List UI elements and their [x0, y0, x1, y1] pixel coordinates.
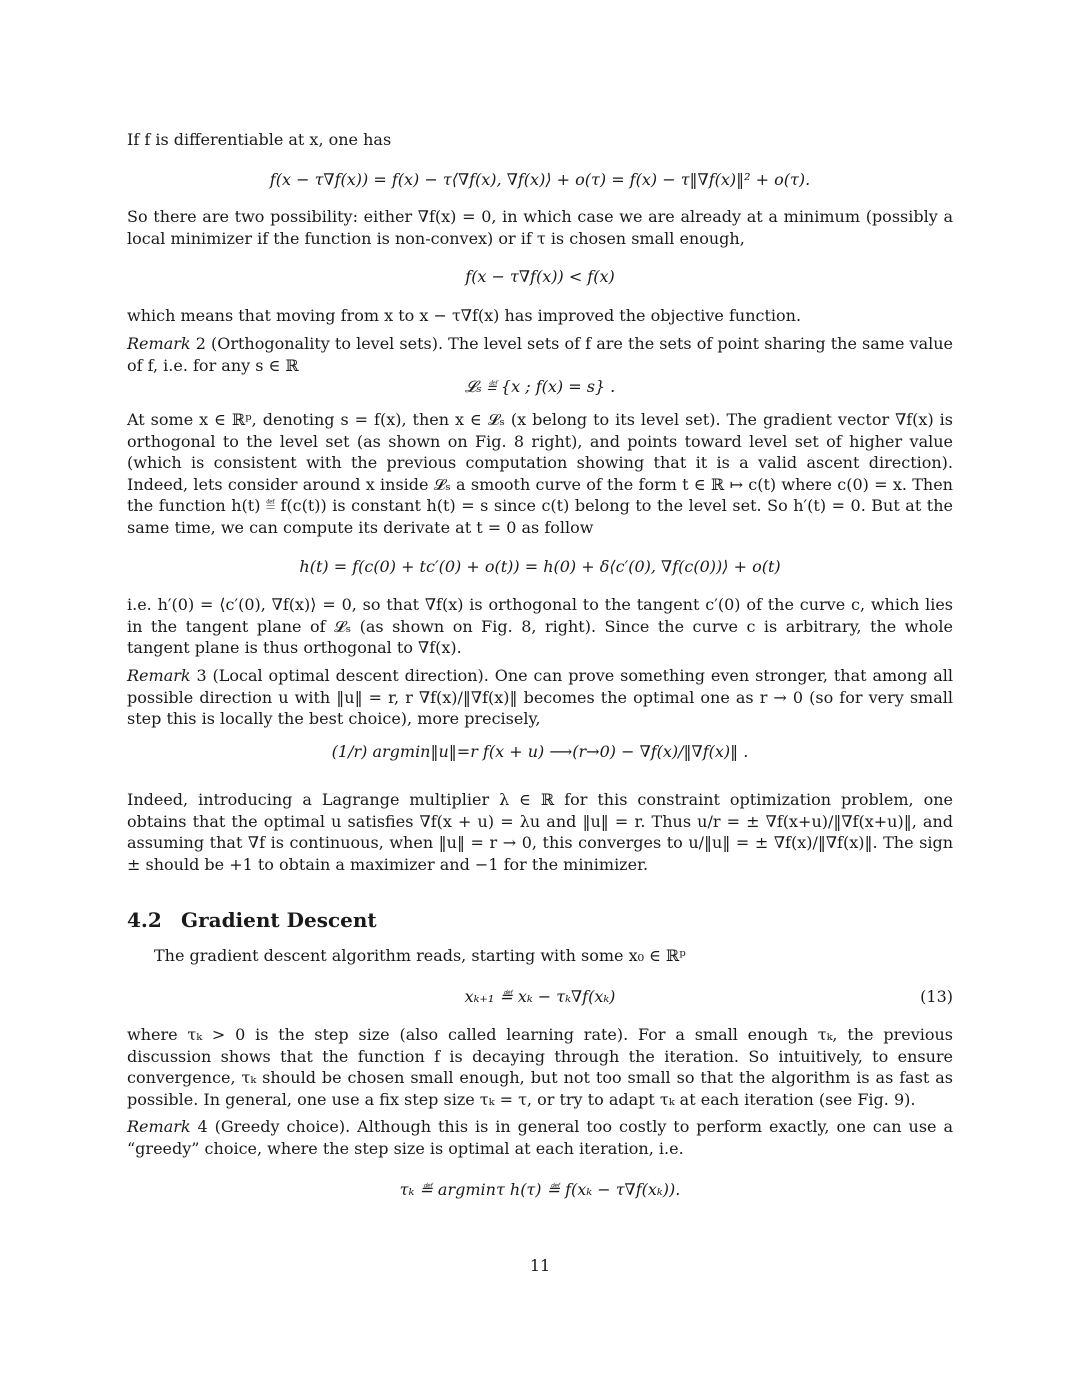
paragraph-possibility [127, 206, 953, 249]
text-line: which means that moving from x to x − τ∇f(x) has improved the objective function. [127, 306, 802, 325]
section-title: Gradient Descent [181, 908, 377, 932]
paragraph-gd-intro [127, 945, 953, 967]
remark-body: 4 (Greedy choice). Although this is in general too costly to perform exactly, one can use a “greedy” choice, where the step size is optimal at each iteration, i.e. [127, 1117, 953, 1158]
equation-text: (1/r) argmin‖u‖=r f(x + u) ⟶(r→0) − ∇f(x)/‖∇f(x)‖ . [331, 742, 749, 761]
paragraph-step-size [127, 1024, 953, 1110]
equation-13 [127, 986, 953, 1008]
equation-number: (13) [920, 987, 953, 1006]
equation-h-expansion [127, 556, 953, 578]
remark-label: Remark [127, 334, 191, 353]
equation-level-set [127, 376, 953, 398]
equation-text: f(x − τ∇f(x)) = f(x) − τ⟨∇f(x), ∇f(x)⟩ + o(τ) = f(x) − τ‖∇f(x)‖² + o(τ). [269, 170, 811, 189]
text-line: i.e. h′(0) = ⟨c′(0), ∇f(x)⟩ = 0, so that ∇f(x) is orthogonal to the tangent c′(0) of the curve c, which lies in the tangent plane of 𝓛ₛ (as shown on Fig. 8, right). Since the curve c is arbitrary, the whole tangent plane is thus orthogonal to ∇f(x). [127, 595, 953, 657]
remark-2-text [127, 333, 953, 376]
text-line: where τₖ > 0 is the step size (also called learning rate). For a small enough τₖ, the previous discussion shows that the function f is decaying through the iteration. So intuitively, to ensure convergence, τₖ should be chosen small enough, but not too small so that the algorithm is as fast as possible. In general, one use a fix step size τₖ = τ, or try to adapt τₖ at each iteration (see Fig. 9). [127, 1025, 953, 1109]
equation-taylor [127, 169, 953, 191]
text-line: Indeed, introducing a Lagrange multiplier λ ∈ ℝ for this constraint optimization problem, one obtains that the optimal u satisfies ∇f(x + u) = λu and ‖u‖ = r. Thus u/r = ± ∇f(x+u)/‖∇f(x+u)‖, and assuming that ∇f is continuous, when ‖u‖ = r → 0, this converges to u/‖u‖ = ± ∇f(x)/‖∇f(x)‖. The sign ± should be +1 to obtain a maximizer and −1 for the minimizer. [127, 790, 953, 874]
paragraph-orthogonal [127, 409, 953, 538]
text-line: The gradient descent algorithm reads, starting with some x₀ ∈ ℝᵖ [154, 946, 686, 965]
remark-2 [127, 333, 953, 376]
remark-3 [127, 665, 953, 730]
paragraph-intro [127, 129, 953, 151]
equation-greedy [127, 1179, 953, 1201]
section-number: 4.2 [127, 908, 162, 932]
paragraph-tangent [127, 594, 953, 659]
remark-label: Remark [127, 666, 191, 685]
paragraph-improved [127, 305, 953, 327]
text-line: At some x ∈ ℝᵖ, denoting s = f(x), then x ∈ 𝓛ₛ (x belong to its level set). The gradient vector ∇f(x) is orthogonal to the level set (as shown on Fig. 8 right), and points toward level set of higher value (which is consistent with the previous computation showing that it is a valid ascent direction). Indeed, lets consider around x inside 𝓛ₛ a smooth curve of the form t ∈ ℝ ↦ c(t) where c(0) = x. Then the function h(t) ≝ f(c(t)) is constant h(t) = s since c(t) belong to the level set. So h′(t) = 0. But at the same time, we can compute its derivate at t = 0 as follow [127, 410, 953, 537]
paragraph-lagrange [127, 789, 953, 875]
remark-body: 2 (Orthogonality to level sets). The level sets of f are the sets of point sharing the same value of f, i.e. for any s ∈ ℝ [127, 334, 953, 375]
equation-text: 𝓛ₛ ≝ {x ; f(x) = s} . [464, 377, 616, 396]
equation-text: f(x − τ∇f(x)) < f(x) [465, 267, 615, 286]
remark-4 [127, 1116, 953, 1159]
equation-argmin-limit [127, 741, 953, 763]
section-heading [127, 910, 953, 932]
equation-text: xₖ₊₁ ≝ xₖ − τₖ∇f(xₖ) [464, 987, 616, 1006]
text-line: If f is differentiable at x, one has [127, 130, 392, 149]
remark-body: 3 (Local optimal descent direction). One can prove something even stronger, that among all possible direction u with ‖u‖ = r, r ∇f(x)/‖∇f(x)‖ becomes the optimal one as r → 0 (so for very small step this is locally the best choice), more precisely, [127, 666, 953, 728]
equation-decrease [127, 266, 953, 288]
page-number: 11 [529, 1256, 551, 1275]
text-line: So there are two possibility: either ∇f(x) = 0, in which case we are already at a minimum (possibly a local minimizer if the function is non-convex) or if τ is chosen small enough, [127, 207, 953, 248]
remark-3-text [127, 665, 953, 730]
equation-text: h(t) = f(c(0) + tc′(0) + o(t)) = h(0) + δ⟨c′(0), ∇f(c(0))⟩ + o(t) [299, 557, 781, 576]
remark-4-text [127, 1116, 953, 1159]
remark-label: Remark [127, 1117, 191, 1136]
equation-text: τₖ ≝ argminτ h(τ) ≝ f(xₖ − τ∇f(xₖ)). [399, 1180, 681, 1199]
